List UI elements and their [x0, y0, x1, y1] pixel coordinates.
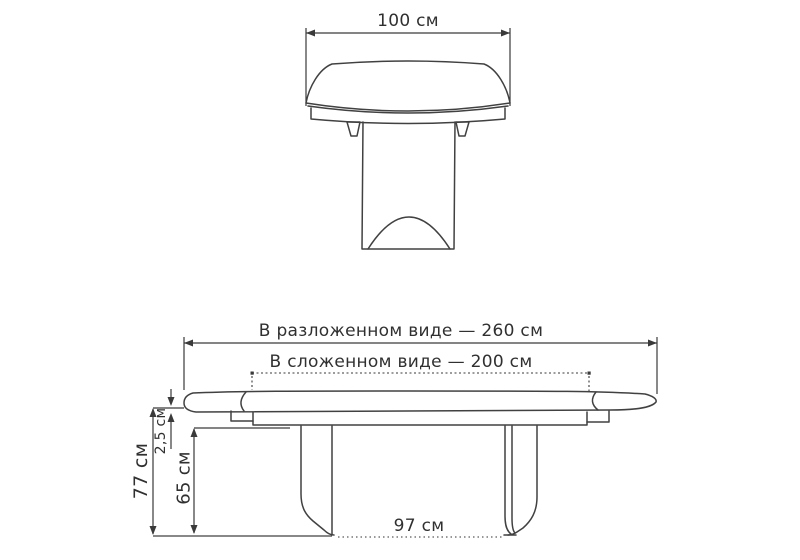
floor-line [153, 536, 503, 537]
table-side-view-drawing [184, 391, 656, 535]
end-view-dimension-100 [306, 28, 510, 106]
side-view-dimension-65 [194, 428, 290, 533]
base-span-dimension-label: 97 см [393, 516, 445, 536]
table-end-view-drawing [306, 61, 510, 249]
top-width-dimension-label: 100 см [377, 11, 439, 31]
height-dimension-label: 77 см [130, 442, 152, 500]
clearance-dimension-label: 65 см [173, 451, 195, 505]
top-thickness-dimension-label: 2,5 см [153, 407, 169, 455]
folded-length-dimension-label: В сложенном виде — 200 см [269, 352, 533, 372]
unfolded-length-dimension-label: В разложенном виде — 260 см [258, 321, 544, 341]
